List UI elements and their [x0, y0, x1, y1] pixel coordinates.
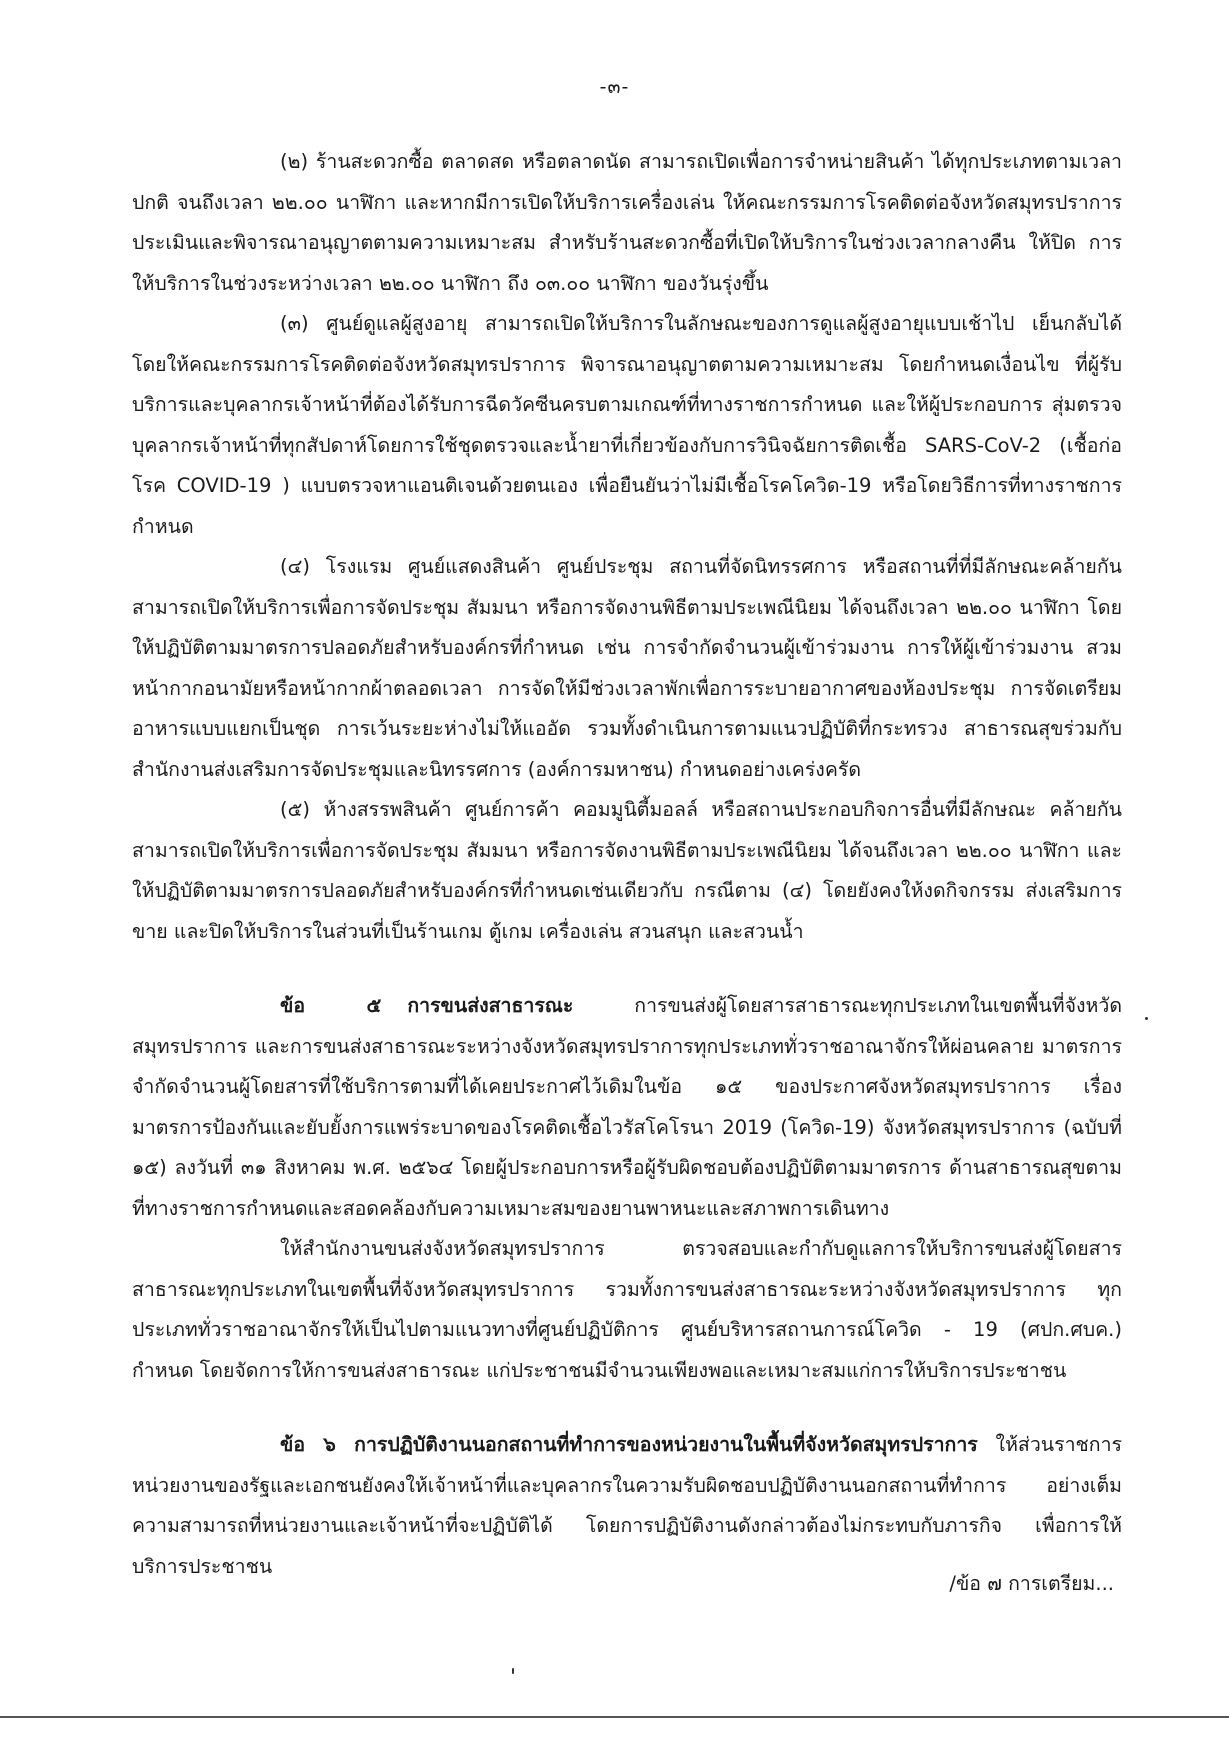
document-body: [132, 142, 1122, 1587]
page-number: -๓-: [599, 76, 630, 98]
scan-edge-line: [0, 1716, 1229, 1718]
section-gap: [132, 1391, 1122, 1425]
clause-5-followup: ให้สำนักงานขนส่งจังหวัดสมุทรปราการ ตรวจสอบและกำกับดูแลการให้บริการขนส่งผู้โดยสาร สาธารณะทุกประเภทในเขตพื้นที่จังหวัดสมุทรปราการ รวมทั้งการขนส่งสาธารณะระหว่างจังหวัดสมุทรปราการ ทุกประเภททั่วราชอาณาจักรให้เป็นไปตามแนวทางที่ศูนย์ปฏิบัติการ ศูนย์บริหารสถานการณ์โควิด - 19 (ศปก.ศบค.) กำหนด โดยจัดการให้การขนส่งสาธารณะ แก่ประชาชนมีจำนวนเพียงพอและเหมาะสมแก่การให้บริการประชาชน: [132, 1237, 1122, 1382]
clause-5-title: การขนส่งสาธารณะ: [407, 994, 574, 1017]
clause-5-number: ข้อ ๕: [280, 994, 382, 1017]
paragraph-item-3: (๓) ศูนย์ดูแลผู้สูงอายุ สามารถเปิดให้บริการในลักษณะของการดูแลผู้สูงอายุแบบเช้าไป เย็นกลับได้ โดยให้คณะกรรมการโรคติดต่อจังหวัดสมุทรปราการ พิจารณาอนุญาตตามความเหมาะสม โดยกำหนดเงื่อนไข ที่ผู้รับบริการและบุคลากรเจ้าหน้าที่ต้องได้รับการฉีดวัคซีนครบตามเกณฑ์ที่ทางราชการกำหนด และให้ผู้ประกอบการ สุ่มตรวจ บุคลากรเจ้าหน้าที่ทุกสัปดาห์โดยการใช้ชุดตรวจและน้ำยาที่เกี่ยวข้องกับการวินิจฉัยการติดเชื้อ SARS-CoV-2 (เชื้อก่อโรค COVID-19 ) แบบตรวจหาแอนติเจนด้วยตนเอง เพื่อยืนยันว่าไม่มีเชื้อโรคโควิด-19 หรือโดยวิธีการที่ทางราชการกำหนด: [132, 312, 1122, 538]
clause-5-text: การขนส่งผู้โดยสารสาธารณะทุกประเภทในเขตพื้นที่จังหวัด สมุทรปราการ และการขนส่งสาธารณะระหว่างจังหวัดสมุทรปราการทุกประเภททั่วราชอาณาจักรให้ผ่อนคลาย มาตรการ จำกัดจำนวนผู้โดยสารที่ใช้บริการตามที่ได้เคยประกาศไว้เดิมในข้อ ๑๕ ของประกาศจังหวัดสมุทรปราการ เรื่อง มาตรการป้องกันและยับยั้งการแพร่ระบาดของโรคติดเชื้อไวรัสโคโรนา 2019 (โควิด-19) จังหวัดสมุทรปราการ (ฉบับที่ ๑๕) ลงวันที่ ๓๑ สิงหาคม พ.ศ. ๒๕๖๔ โดยผู้ประกอบการหรือผู้รับผิดชอบต้องปฏิบัติตามมาตรการ ด้านสาธารณสุขตามที่ทางราชการกำหนดและสอดคล้องกับความเหมาะสมของยานพาหนะและสภาพการเดินทาง: [132, 994, 1122, 1220]
paragraph-item-2: (๒) ร้านสะดวกซื้อ ตลาดสด หรือตลาดนัด สามารถเปิดเพื่อการจำหน่ายสินค้า ได้ทุกประเภทตามเวลาปกติ จนถึงเวลา ๒๒.๐๐ นาฬิกา และหากมีการเปิดให้บริการเครื่องเล่น ให้คณะกรรมการโรคติดต่อจังหวัดสมุทรปราการ ประเมินและพิจารณาอนุญาตตามความเหมาะสม สำหรับร้านสะดวกซื้อที่เปิดให้บริการในช่วงเวลากลางคืน ให้ปิด การให้บริการในช่วงระหว่างเวลา ๒๒.๐๐ นาฬิกา ถึง ๐๓.๐๐ นาฬิกา ของวันรุ่งขึ้น: [132, 150, 1122, 295]
paragraph-item-5: (๕) ห้างสรรพสินค้า ศูนย์การค้า คอมมูนิตี้มอลล์ หรือสถานประกอบกิจการอื่นที่มีลักษณะ คล้ายกัน สามารถเปิดให้บริการเพื่อการจัดประชุม สัมมนา หรือการจัดงานพิธีตามประเพณีนิยม ได้จนถึงเวลา ๒๒.๐๐ นาฬิกา และให้ปฏิบัติตามมาตรการปลอดภัยสำหรับองค์กรที่กำหนดเช่นเดียวกับ กรณีตาม (๔) โดยยังคงให้งดกิจกรรม ส่งเสริมการขาย และปิดให้บริการในส่วนที่เป็นร้านเกม ตู้เกม เครื่องเล่น สวนสนุก และสวนน้ำ: [132, 798, 1122, 943]
clause-6: [132, 1425, 1122, 1587]
clause-6-text: ให้ส่วนราชการ หน่วยงานของรัฐและเอกชนยังคงให้เจ้าหน้าที่และบุคลากรในความรับผิดชอบปฏิบัติงานนอกสถานที่ทำการ อย่างเต็มความสามารถที่หน่วยงานและเจ้าหน้าที่จะปฏิบัติได้ โดยการปฏิบัติงานดังกล่าวต้องไม่กระทบกับภารกิจ เพื่อการให้บริการประชาชน: [132, 1433, 1122, 1578]
scan-speck: [1145, 1017, 1148, 1020]
scan-speck: [512, 1668, 514, 1674]
next-page-reference: /ข้อ ๗ การเตรียม...: [949, 1572, 1114, 1595]
clause-6-title: ข้อ ๖ การปฏิบัติงานนอกสถานที่ทำการของหน่วยงานในพื้นที่จังหวัดสมุทรปราการ: [280, 1433, 978, 1456]
clause-5: [132, 986, 1122, 1229]
section-gap: [132, 952, 1122, 986]
paragraph-item-4: (๔) โรงแรม ศูนย์แสดงสินค้า ศูนย์ประชุม สถานที่จัดนิทรรศการ หรือสถานที่ที่มีลักษณะคล้ายกัน สามารถเปิดให้บริการเพื่อการจัดประชุม สัมมนา หรือการจัดงานพิธีตามประเพณีนิยม ได้จนถึงเวลา ๒๒.๐๐ นาฬิกา โดยให้ปฏิบัติตามมาตรการปลอดภัยสำหรับองค์กรที่กำหนด เช่น การจำกัดจำนวนผู้เข้าร่วมงาน การให้ผู้เข้าร่วมงาน สวมหน้ากากอนามัยหรือหน้ากากผ้าตลอดเวลา การจัดให้มีช่วงเวลาพักเพื่อการระบายอากาศของห้องประชุม การจัดเตรียมอาหารแบบแยกเป็นชุด การเว้นระยะห่างไม่ให้แออัด รวมทั้งดำเนินการตามแนวปฏิบัติที่กระทรวง สาธารณสุขร่วมกับสำนักงานส่งเสริมการจัดประชุมและนิทรรศการ (องค์การมหาชน) กำหนดอย่างเคร่งครัด: [132, 555, 1122, 781]
